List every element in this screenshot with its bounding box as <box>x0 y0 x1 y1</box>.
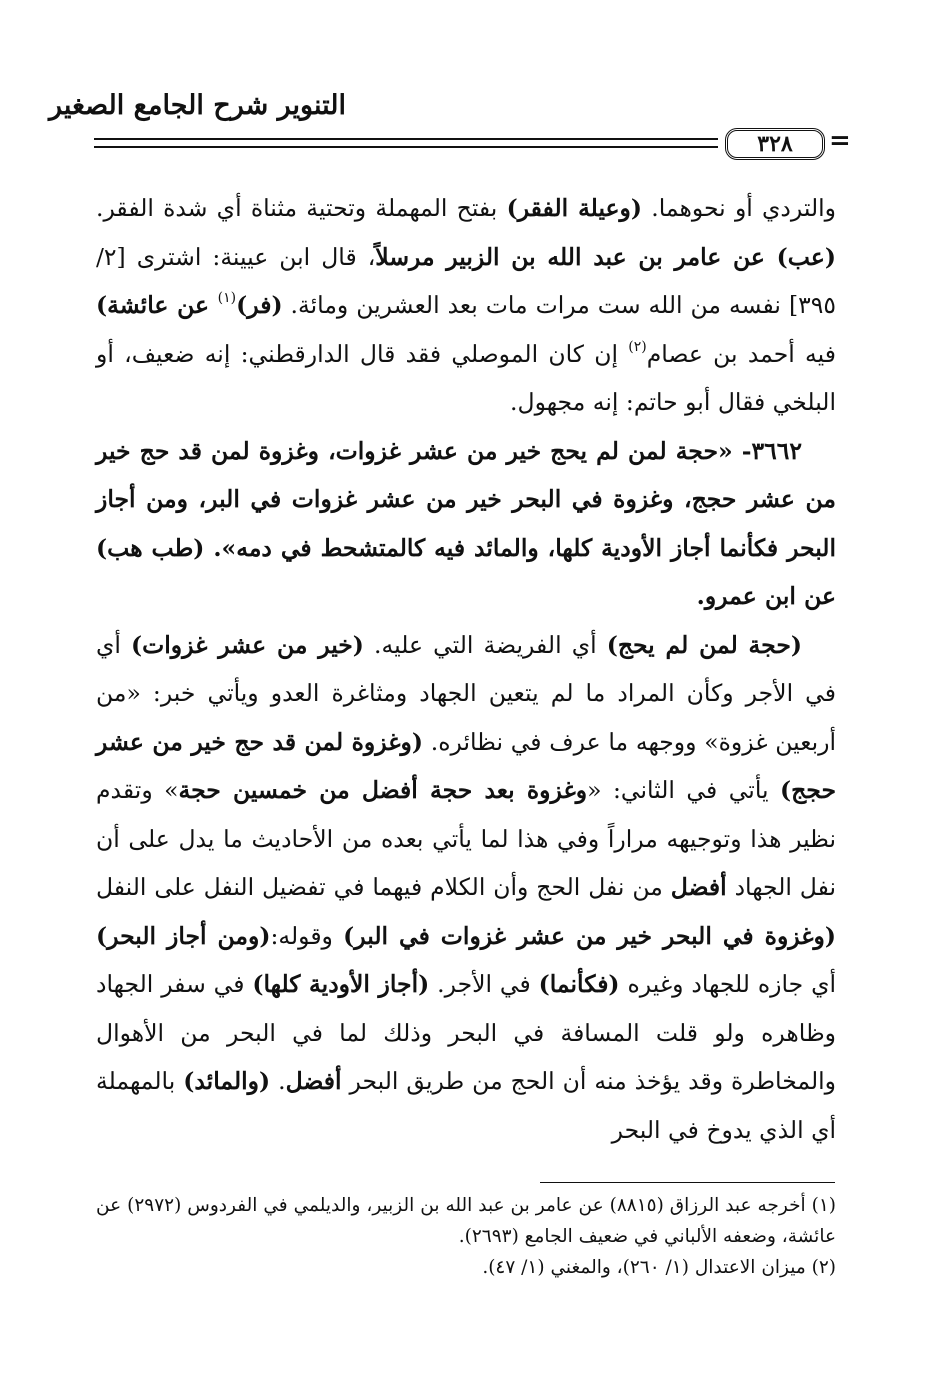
paragraph-commentary-end <box>96 184 836 427</box>
text-run: . <box>270 1067 286 1095</box>
bold-term: أفضل <box>285 1067 342 1095</box>
bold-term: (وغزوة في البحر خير من عشر غزوات في البر) <box>343 921 837 950</box>
text-run: » وتقدم نظير هذا وتوجيهه مراراً وفي هذا لما يأتي بعده من الأحاديث ما يدل على أن نفل الجهاد <box>96 776 837 901</box>
text-run: أي في الأجر وكأن المراد ما لم يتعين الجهاد ومثاغرة العدو ويأتي خبر: «من أربعين غزوة» ووجهه ما عرف في نظائره. <box>96 630 836 756</box>
bold-term: (فكأنما) <box>538 970 620 998</box>
text-run: أي الفريضة التي عليه. <box>363 630 607 659</box>
footnote-ref-2: (٢) <box>628 338 647 355</box>
text-run: ، قال ابن عيينة: اشترى [٢/ ٣٩٥] نفسه من الله ست مرات مات بعد العشرين ومائة. <box>96 242 836 319</box>
text-run: فيه أحمد بن عصام <box>646 339 836 368</box>
text-run: إن كان الموصلي فقد قال الدارقطني: إنه ضعيف، أو البلخي فقال أبو حاتم: إنه مجهول. <box>96 339 836 416</box>
page-number: ٣٢٨ <box>725 128 825 160</box>
text-run: بفتح المهملة وتحتية مثناة أي شدة الفقر. <box>96 194 507 222</box>
bold-term: وغزوة بعد حجة أفضل من خمسين حجة <box>178 776 588 804</box>
text-run: والتردي أو نحوهما. <box>642 194 836 222</box>
text-run: أي جازه للجهاد وغيره <box>619 970 836 998</box>
bold-term: (فر) <box>236 291 283 319</box>
bold-term: أفضل <box>670 873 727 901</box>
header-rule-bottom <box>94 146 718 148</box>
text-run: في سفر الجهاد وظاهره ولو قلت المسافة في البحر وذلك لما في البحر من الأهوال والمخاطرة وقد يؤخذ منه أن الحج من طريق البحر <box>96 970 836 1095</box>
bold-term: (ومن أجاز البحر) <box>96 921 271 950</box>
text-run: من نفل الحج وأن الكلام فيهما في تفضيل النفل على النفل <box>96 873 671 901</box>
bold-term: (وعيلة الفقر) <box>506 194 643 222</box>
footnote-separator <box>540 1182 835 1183</box>
bold-term: (عب) عن عامر بن عبد الله بن الزبير مرسلاً <box>375 242 836 271</box>
text-run: في الأجر. <box>429 970 539 998</box>
bold-term: (أجاز الأودية كلها) <box>252 970 430 998</box>
text-run: وقوله: <box>270 921 344 950</box>
bold-term: (خير من عشر غزوات) <box>131 630 364 659</box>
hadith-text: ٣٦٦٢- «حجة لمن لم يحج خير من عشر غزوات، وغزوة لمن قد حج خير من عشر حجج، وغزوة في البحر خير من عشر غزوات في البر، ومن أجاز البحر فكأنما أجاز الأودية كلها، والمائد فيه كالمتشحط في دمه». (طب هب) عن ابن عمرو. <box>96 436 836 610</box>
header-rule-top <box>94 138 718 140</box>
bold-term: (والمائد) <box>183 1067 271 1095</box>
text-run: يأتي في الثاني: « <box>587 776 780 804</box>
main-text <box>96 184 836 1154</box>
footnote-2: (٢) ميزان الاعتدال (١/ ٢٦٠)، والمغني (١/ ٤٧). <box>482 1257 836 1278</box>
text-run: بالمهملة أي الذي يدوخ في البحر <box>96 1067 836 1144</box>
page-title: التنوير شرح الجامع الصغير <box>49 90 346 121</box>
footnotes <box>96 1190 836 1283</box>
footnote-ref-1: (١) <box>217 290 237 307</box>
bold-term: (وغزوة لمن قد حج خير من عشر حجج) <box>96 727 836 804</box>
paragraph-explanation <box>96 621 836 1155</box>
footnote-1: (١) أخرجه عبد الرزاق (٨٨١٥) عن عامر بن عبد الله بن الزبير، والديلمي في الفردوس (٢٩٧٢) عن عائشة، وضعفه الألباني في ضعيف الجامع (٢٦٩٣). <box>96 1195 836 1247</box>
bold-term: (حجة لمن لم يحج) <box>606 630 802 659</box>
header-dash: = <box>829 126 851 156</box>
bold-term: عن عائشة) <box>96 291 218 319</box>
